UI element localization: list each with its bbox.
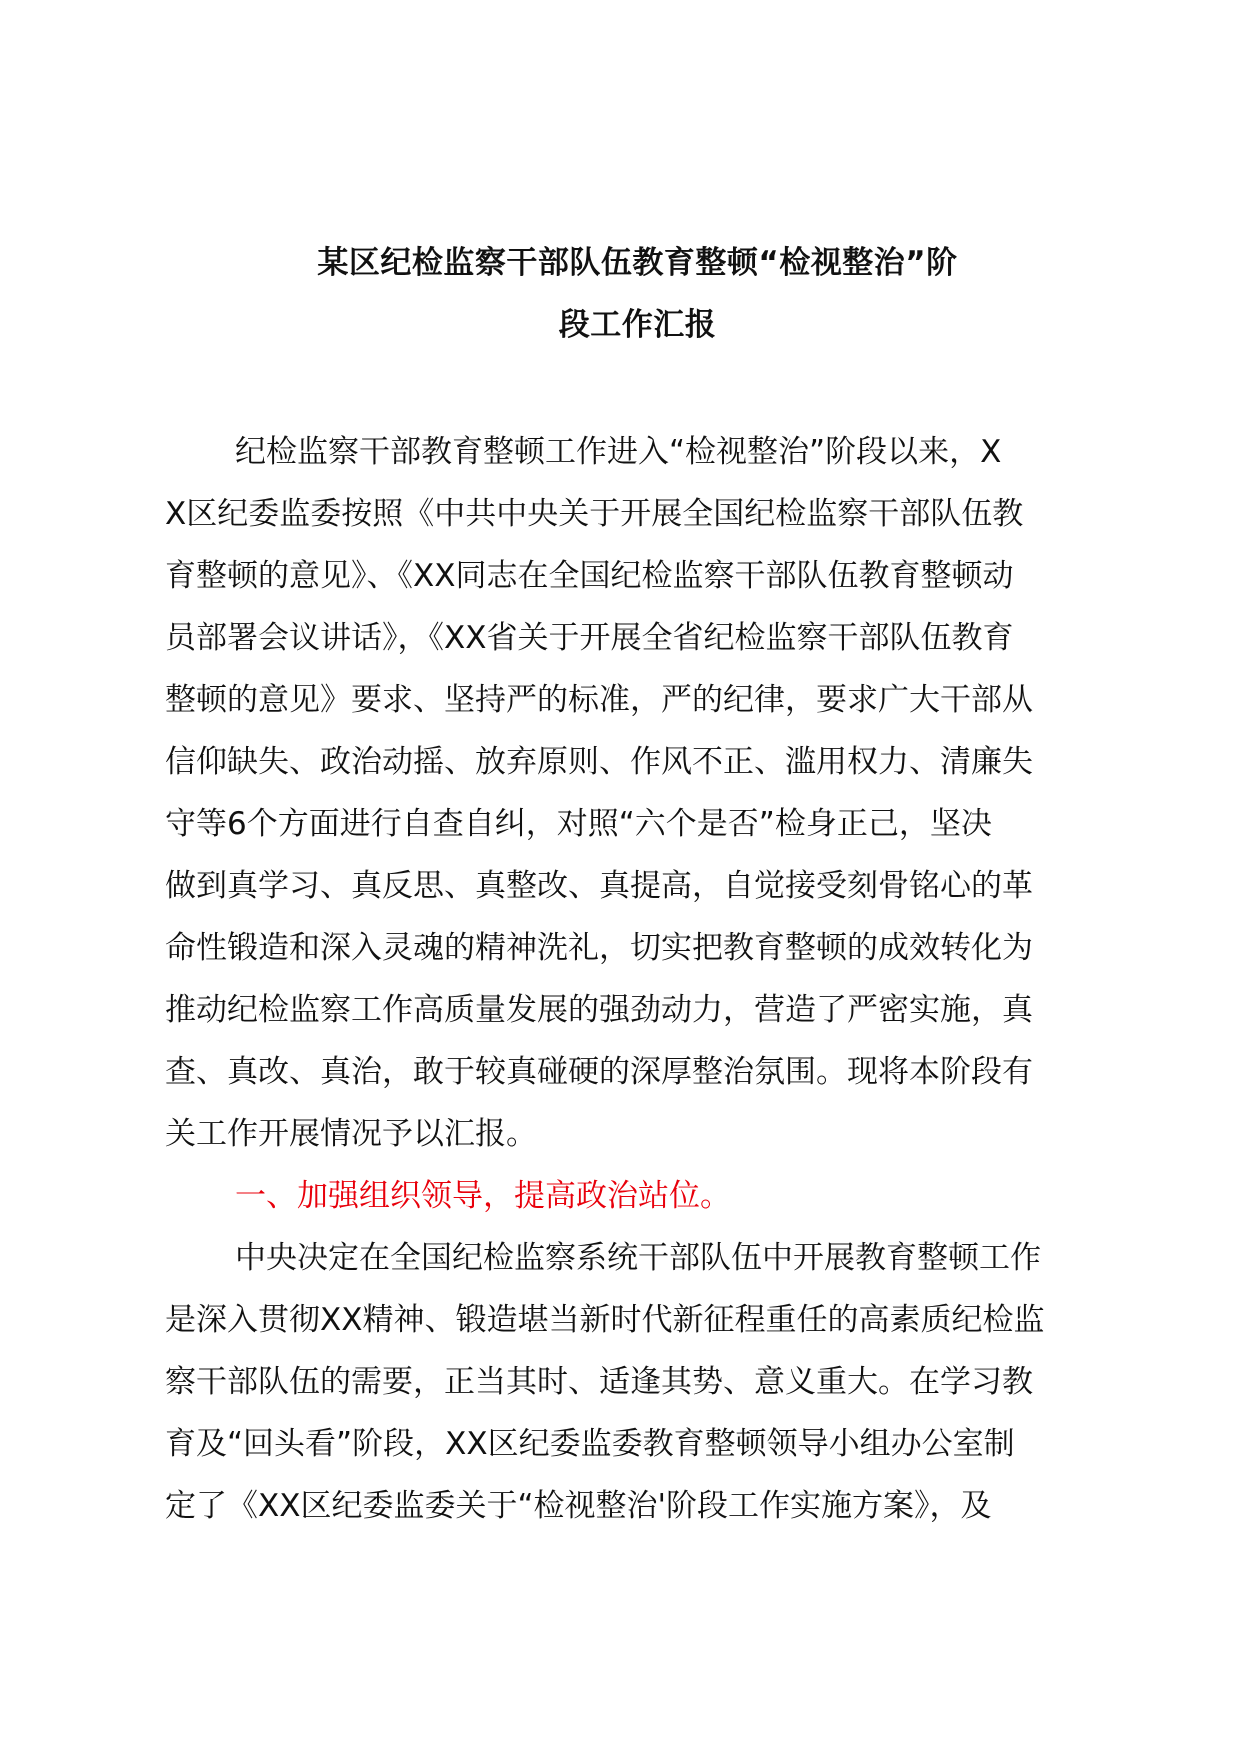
paragraph-line: 育及“回头看”阶段，XX区纪委监委教育整顿领导小组办公室制 — [165, 1426, 1015, 1462]
paragraph-line: 是深入贯彻XX精神、锻造堪当新时代新征程重任的高素质纪检监 — [165, 1302, 1045, 1338]
paragraph-line: 命性锻造和深入灵魂的精神洗礼，切实把教育整顿的成效转化为 — [165, 930, 1033, 966]
document-title — [150, 232, 1125, 356]
document-body — [165, 421, 1115, 1537]
paragraph-line: 推动纪检监察工作高质量发展的强劲动力，营造了严密实施，真 — [165, 992, 1033, 1028]
paragraph-intro — [165, 421, 1115, 1165]
paragraph-section1 — [165, 1227, 1115, 1537]
paragraph-line: 整顿的意见》要求、坚持严的标准，严的纪律，要求广大干部从 — [165, 682, 1033, 718]
paragraph-line: 育整顿的意见》、《XX同志在全国纪检监察干部队伍教育整顿动 — [165, 558, 1014, 594]
paragraph-line: 纪检监察干部教育整顿工作进入“检视整治”阶段以来，X — [235, 434, 1002, 470]
section-heading: 一、加强组织领导，提高政治站位。 — [235, 1178, 731, 1214]
title-line: 某区纪检监察干部队伍教育整顿“检视整治”阶 — [317, 245, 958, 281]
paragraph-line: 做到真学习、真反思、真整改、真提高，自觉接受刻骨铭心的革 — [165, 868, 1033, 904]
paragraph-line: 信仰缺失、政治动摇、放弃原则、作风不正、滥用权力、清廉失 — [165, 744, 1033, 780]
paragraph-line: 关工作开展情况予以汇报。 — [165, 1116, 537, 1152]
paragraph-line: 察干部队伍的需要，正当其时、适逢其势、意义重大。在学习教 — [165, 1364, 1033, 1400]
paragraph-line: 守等6个方面进行自查自纠，对照“六个是否”检身正己，坚决 — [165, 806, 992, 842]
paragraph-line: 查、真改、真治，敢于较真碰硬的深厚整治氛围。现将本阶段有 — [165, 1054, 1033, 1090]
paragraph-line: 员部署会议讲话》，《XX省关于开展全省纪检监察干部队伍教育 — [165, 620, 1014, 656]
title-line: 段工作汇报 — [558, 307, 717, 343]
paragraph-line: X区纪委监委按照《中共中央关于开展全国纪检监察干部队伍教 — [165, 496, 1024, 532]
paragraph-line: 中央决定在全国纪检监察系统干部队伍中开展教育整顿工作 — [235, 1240, 1041, 1276]
paragraph-line: 定了《XX区纪委监委关于“检视整治'阶段工作实施方案》，及 — [165, 1488, 992, 1524]
